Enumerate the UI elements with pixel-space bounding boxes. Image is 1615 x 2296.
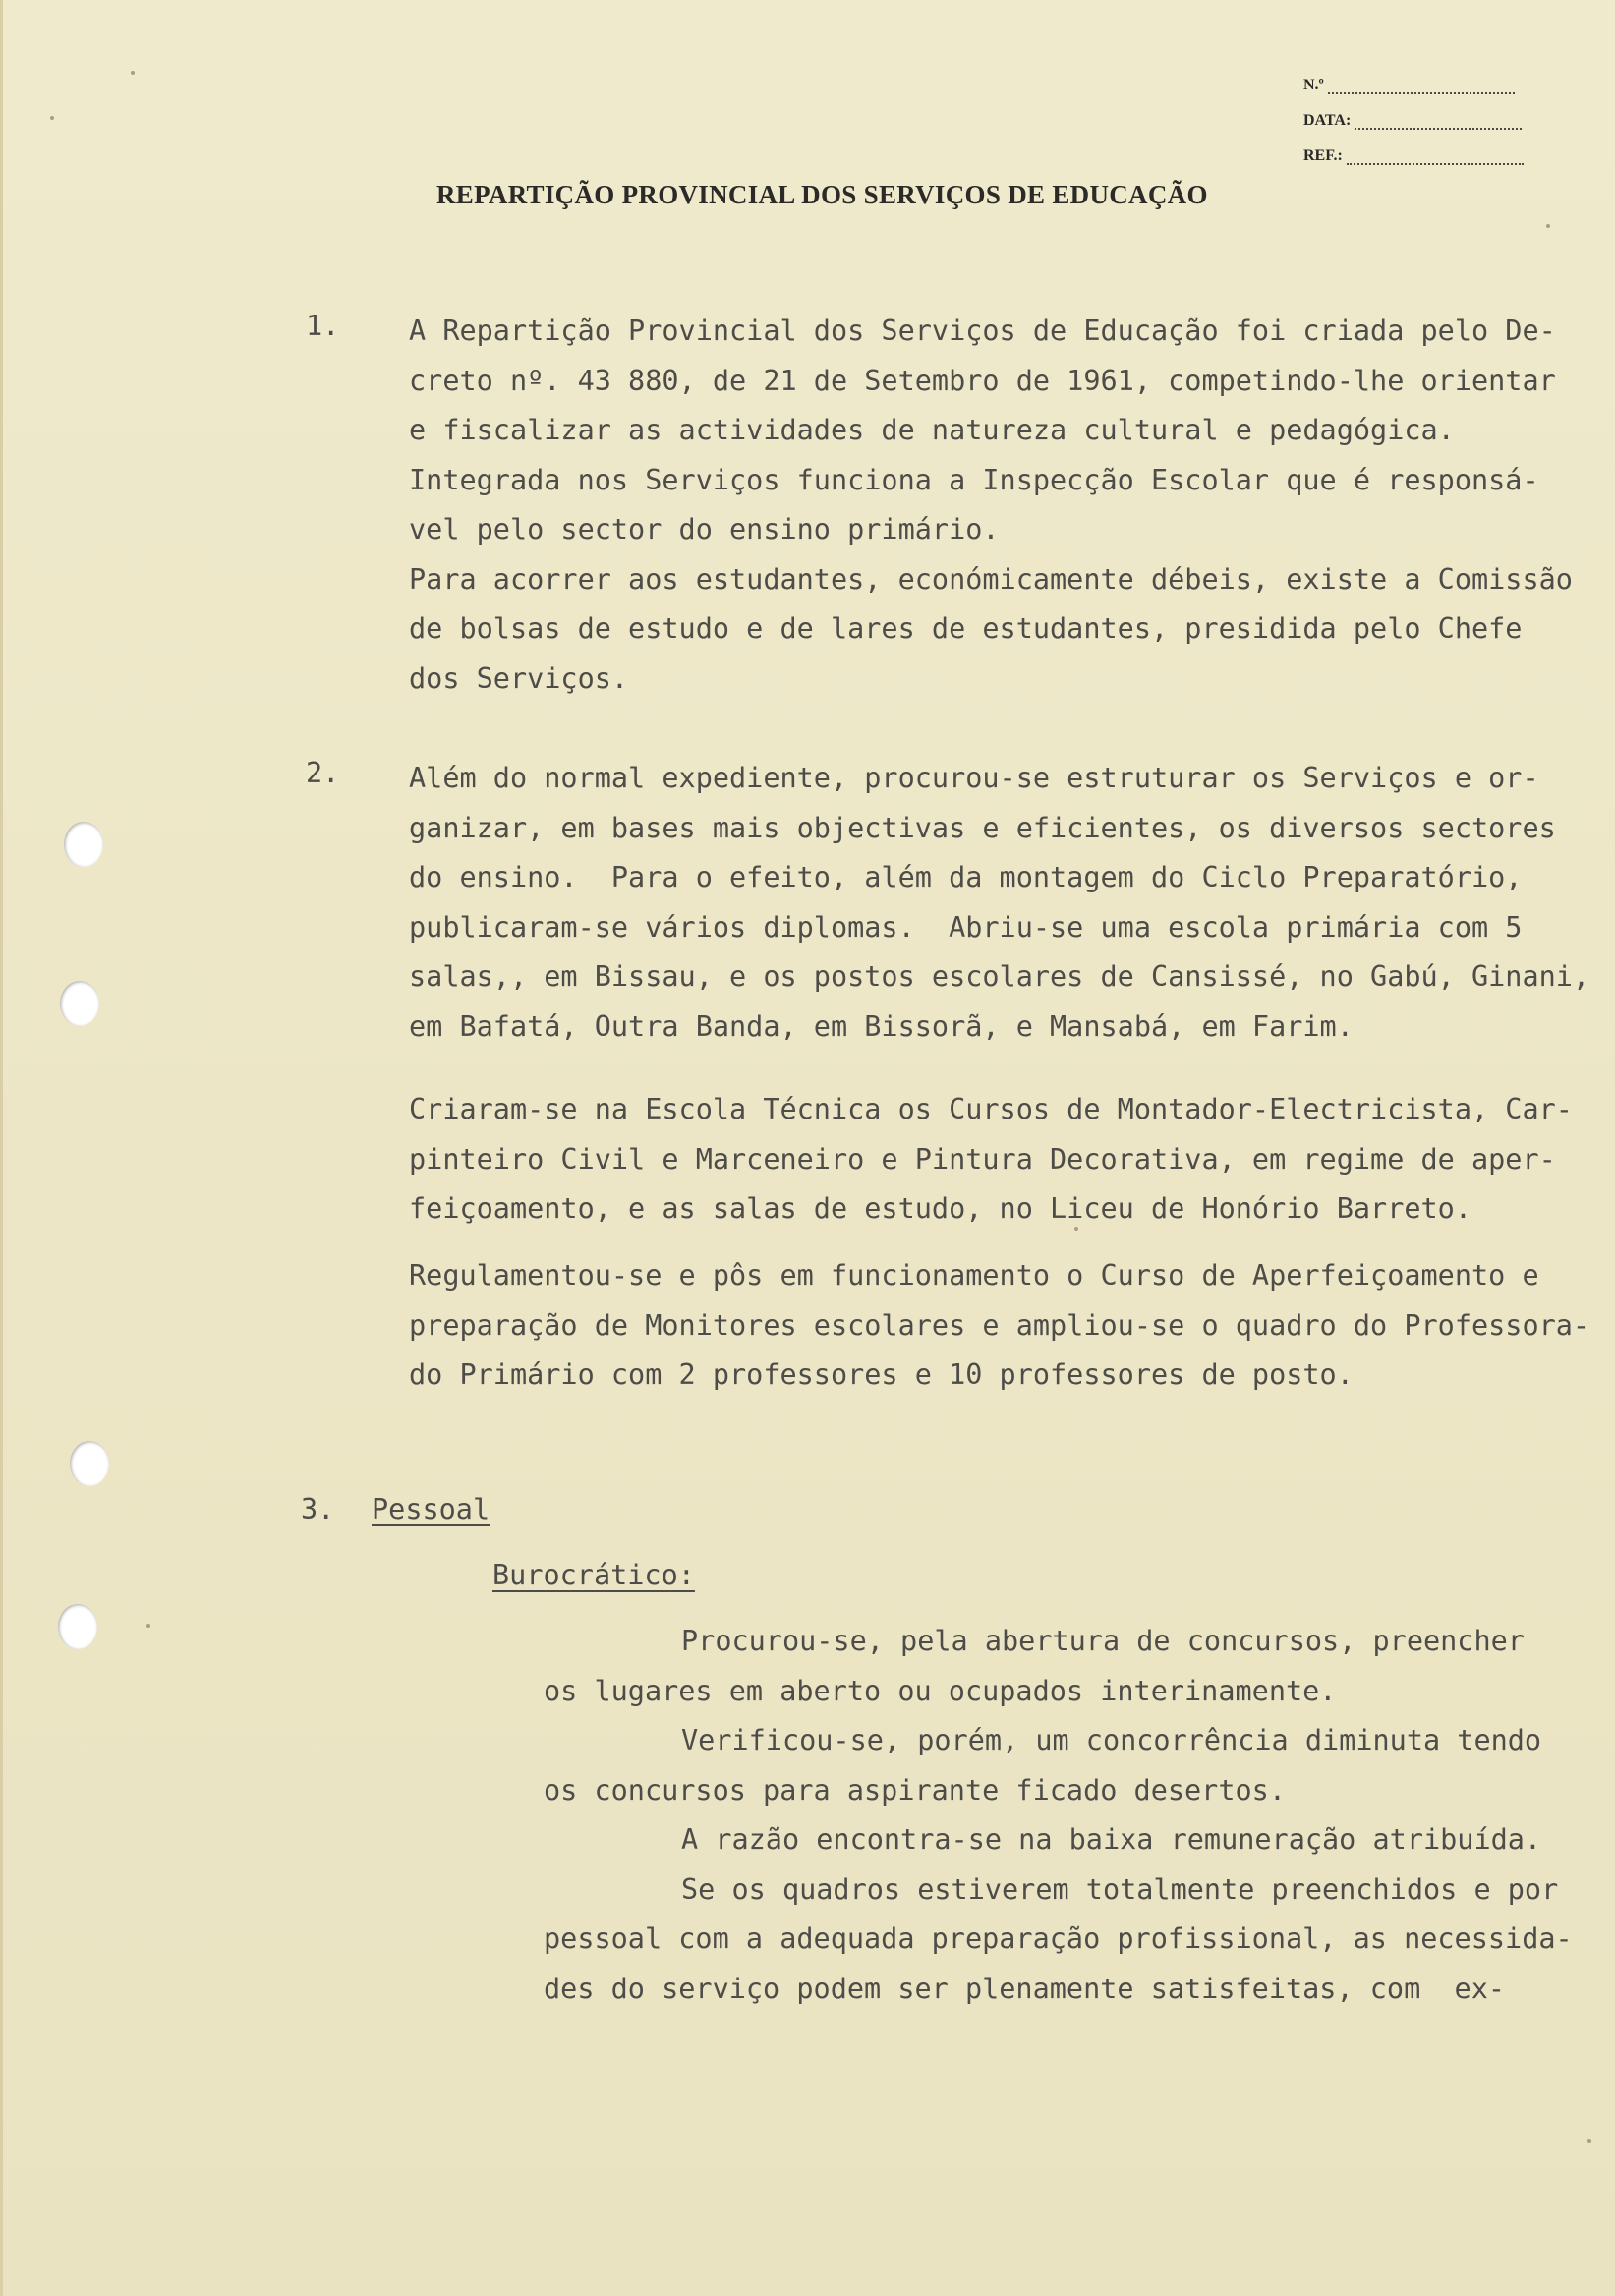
punch-hole [58, 1604, 97, 1649]
text-line: pinteiro Civil e Marceneiro e Pintura Decorativa, em regime de aper- [409, 1142, 1556, 1176]
text-line: feiçoamento, e as salas de estudo, no Liceu de Honório Barreto. [409, 1192, 1471, 1225]
punch-hole [60, 981, 99, 1026]
punch-hole [70, 1441, 109, 1486]
text-line: Além do normal expediente, procurou-se estruturar os Serviços e or- [409, 762, 1539, 794]
text-line: publicaram-se vários diplomas. Abriu-se uma escola primária com 5 [409, 910, 1523, 944]
section-2-paragraph-b [409, 1085, 1584, 1234]
text-line: do ensino. Para o efeito, além da montagem do Ciclo Preparatório, [409, 861, 1523, 893]
ref-field [1303, 147, 1524, 165]
text-line: de bolsas de estudo e de lares de estudantes, presidida pelo Chefe [409, 612, 1523, 645]
text-line: Para acorrer aos estudantes, económicamente débeis, existe a Comissão [409, 562, 1573, 596]
section-3-paragraph [544, 1617, 1573, 2014]
paper-speck [146, 1624, 150, 1628]
text-line: salas,, em Bissau, e os postos escolares de Cansissé, no Gabú, Ginani, [409, 960, 1590, 993]
section-1-paragraph [409, 307, 1584, 704]
text-line: os concursos para aspirante ficado desertos. [544, 1773, 1286, 1807]
date-label: DATA: [1303, 112, 1352, 129]
text-line: ganizar, em bases mais objectivas e eficientes, os diversos sectores [409, 811, 1556, 844]
text-line: des do serviço podem ser plenamente satisfeitas, com ex- [544, 1972, 1506, 2005]
section-2-paragraph-c [409, 1251, 1590, 1401]
number-field [1303, 77, 1515, 94]
section-subtitle: Burocrático: [492, 1559, 695, 1591]
text-line: A razão encontra-se na baixa remuneração atribuída. [681, 1823, 1542, 1856]
section-number: 2. [306, 757, 340, 789]
paper-speck [50, 116, 54, 120]
text-line: Regulamentou-se e pôs em funcionamento o Curso de Aperfeiçoamento e [409, 1259, 1539, 1292]
text-line: dos Serviços. [409, 661, 629, 695]
text-line: Integrada nos Serviços funciona a Inspecção Escolar que é responsá- [409, 463, 1539, 496]
text-line: creto nº. 43 880, de 21 de Setembro de 1961, competindo-lhe orientar [409, 364, 1556, 397]
text-line: do Primário com 2 professores e 10 professores de posto. [409, 1358, 1354, 1391]
text-line: vel pelo sector do ensino primário. [409, 513, 1000, 545]
text-line: Verificou-se, porém, um concorrência diminuta tendo [681, 1724, 1542, 1756]
punch-hole [64, 822, 103, 867]
text-line: pessoal com a adequada preparação profissional, as necessida- [544, 1923, 1573, 1955]
text-line: os lugares em aberto ou ocupados interinamente. [544, 1674, 1337, 1707]
text-line: Criaram-se na Escola Técnica os Cursos de Montador-Electricista, Car- [409, 1093, 1573, 1125]
page-title: REPARTIÇÃO PROVINCIAL DOS SERVIÇOS DE EDUCAÇÃO [436, 180, 1208, 209]
section-2-paragraph-a [409, 754, 1590, 1052]
section-title: Pessoal [372, 1493, 490, 1525]
text-line: Se os quadros estiverem totalmente preenchidos e por [681, 1872, 1559, 1906]
text-line: A Repartição Provincial dos Serviços de Educação foi criada pelo De- [409, 315, 1556, 347]
text-line: preparação de Monitores escolares e ampliou-se o quadro do Professora- [409, 1308, 1590, 1342]
ref-label: REF.: [1303, 147, 1343, 164]
text-line: em Bafatá, Outra Banda, em Bissorã, e Mansabá, em Farim. [409, 1009, 1354, 1043]
text-line: e fiscalizar as actividades de natureza cultural e pedagógica. [409, 414, 1455, 446]
text-line: Procurou-se, pela abertura de concursos, preencher [681, 1625, 1525, 1657]
section-number: 1. [306, 310, 340, 342]
paper-speck [1587, 2139, 1591, 2143]
paper-speck [131, 71, 135, 75]
number-label: N.º [1303, 77, 1324, 93]
date-field [1303, 112, 1522, 130]
paper-speck [1546, 224, 1550, 228]
section-number: 3. [301, 1493, 335, 1525]
